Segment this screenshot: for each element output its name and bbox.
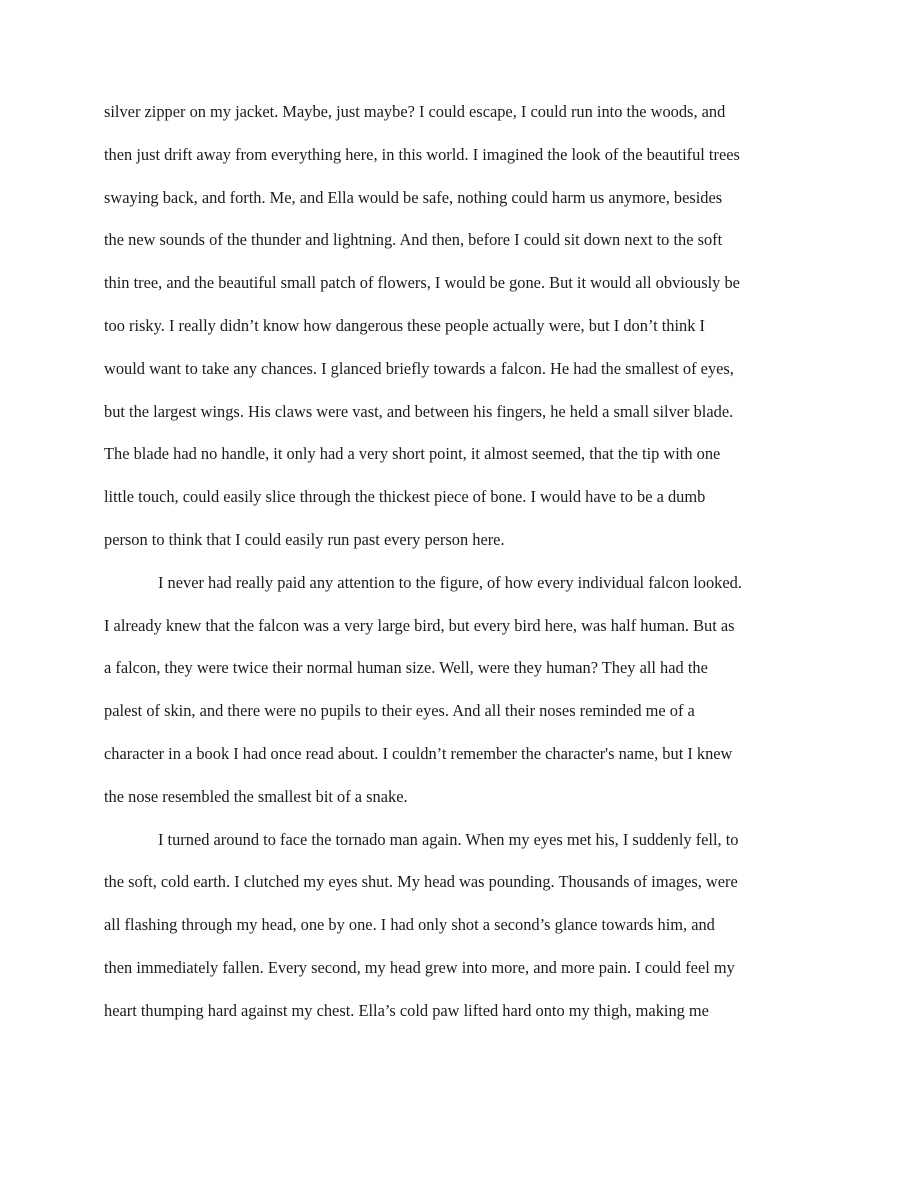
text-line: the nose resembled the smallest bit of a snake. bbox=[104, 786, 408, 806]
text-line: The blade had no handle, it only had a very short point, it almost seemed, that the tip with one bbox=[104, 444, 721, 464]
text-line: too risky. I really didn’t know how dangerous these people actually were, but I don’t think I bbox=[104, 315, 706, 335]
text-line: a falcon, they were twice their normal human size. Well, were they human? They all had the bbox=[104, 658, 708, 678]
text-line: person to think that I could easily run past every person here. bbox=[104, 529, 505, 549]
text-line: palest of skin, and there were no pupils to their eyes. And all their noses reminded me of a bbox=[104, 701, 695, 721]
text-line: character in a book I had once read about. I couldn’t remember the character's name, but I knew bbox=[104, 743, 733, 763]
paragraph-first-line: I turned around to face the tornado man again. When my eyes met his, I suddenly fell, to bbox=[158, 829, 739, 849]
text-line: would want to take any chances. I glanced briefly towards a falcon. He had the smallest of eyes, bbox=[104, 358, 734, 378]
text-line: thin tree, and the beautiful small patch of flowers, I would be gone. But it would all obviously be bbox=[104, 273, 740, 293]
body-text bbox=[104, 98, 816, 1040]
text-line: swaying back, and forth. Me, and Ella would be safe, nothing could harm us anymore, besides bbox=[104, 187, 723, 207]
text-line: the soft, cold earth. I clutched my eyes shut. My head was pounding. Thousands of images, were bbox=[104, 872, 738, 892]
text-line: the new sounds of the thunder and lightning. And then, before I could sit down next to the soft bbox=[104, 230, 723, 250]
text-line: little touch, could easily slice through the thickest piece of bone. I would have to be a dumb bbox=[104, 487, 706, 507]
paragraph-first-line: I never had really paid any attention to the figure, of how every individual falcon looked. bbox=[158, 572, 742, 592]
text-line: then immediately fallen. Every second, my head grew into more, and more pain. I could feel my bbox=[104, 957, 735, 977]
text-line: I already knew that the falcon was a very large bird, but every bird here, was half human. But as bbox=[104, 615, 735, 635]
text-line: all flashing through my head, one by one. I had only shot a second’s glance towards him, and bbox=[104, 915, 715, 935]
text-line: then just drift away from everything here, in this world. I imagined the look of the beautiful trees bbox=[104, 144, 740, 164]
text-line: but the largest wings. His claws were vast, and between his fingers, he held a small silver blade. bbox=[104, 401, 734, 421]
text-line: heart thumping hard against my chest. Ella’s cold paw lifted hard onto my thigh, making me bbox=[104, 1000, 709, 1020]
text-line: silver zipper on my jacket. Maybe, just maybe? I could escape, I could run into the woods, and bbox=[104, 102, 726, 121]
